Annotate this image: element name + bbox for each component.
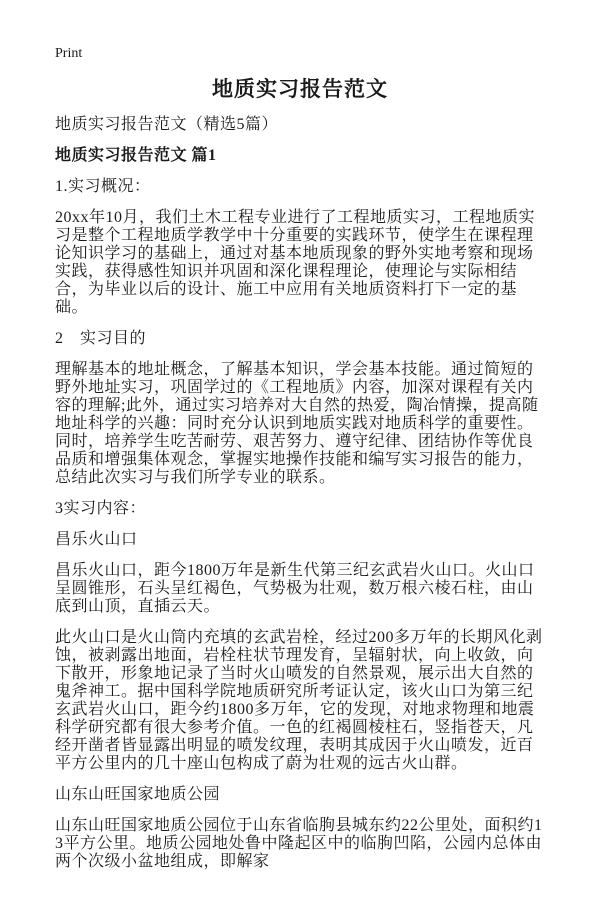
text-line: 显露出明显的喷发纹理，表明其成因于火山喷发，近百平方公里内的几十座山包构 bbox=[55, 737, 534, 772]
text-line: 理解基本的地址概念，了解基本知识，学会基本技能。通过简短的野外地址实习， bbox=[55, 361, 534, 396]
text-line: 山东山旺国家地质公园位于山东省临朐县城东约22公里处，面积约13平方公里。地 bbox=[55, 817, 543, 852]
text-line: 20xx年10月，我们土木工程专业进行了工程地质实习，工程地质实习是整个工程地 bbox=[55, 209, 536, 244]
text-line: 。 bbox=[71, 299, 89, 316]
paragraph-changle-1 bbox=[55, 562, 545, 616]
heading-changle-crater: 昌乐火山口 bbox=[55, 531, 138, 548]
text-line: 地面，岩栓柱状节理发育，呈辐射状，向上收敛，向下散开，形象地记录了当时火 bbox=[55, 647, 534, 682]
text-line: 习与我们所学专业的联系。 bbox=[137, 469, 336, 486]
text-line: ，该火山口为第三纪玄武岩火山口，距今约1800多万年，它的发现，对地求物理和 bbox=[55, 683, 534, 718]
text-line: 地震科学研究都有很大参考介值。一色的红褐圆棱柱石，竖指苍天，凡经开凿者皆 bbox=[55, 701, 535, 754]
heading-overview: 1.实习概况： bbox=[55, 178, 151, 195]
text-line: 对大自然的热爱，陶冶情操，提高随地址科学的兴趣：同时充分认识到地质实践对 bbox=[55, 397, 539, 432]
text-line: 理论与实际相结合，为毕业以后的设计、施工中应用有关地质资料打下一定的基础 bbox=[55, 263, 518, 316]
heading-shanwang-park: 山东山旺国家地质公园 bbox=[55, 786, 221, 803]
text-line: 昌乐火山口，距今1800万年是新生代第三纪玄武岩火山口。火山口呈圆锥形，石头 bbox=[55, 562, 535, 597]
text-line: 本地质现象的野外实地考察和现场实践，获得感性知识并巩固和深化课程理论，使 bbox=[55, 245, 534, 280]
paragraph-shanwang bbox=[55, 817, 545, 871]
subtitle: 地质实习报告范文（精选5篇） bbox=[55, 116, 279, 133]
text-line: 质学教学中十分重要的实践环节，使学生在课程理论知识学习的基础上，通过对基 bbox=[55, 227, 534, 262]
section-heading: 地质实习报告范文 篇1 bbox=[55, 147, 217, 164]
text-line: 优良品质和增强集体观念，掌握实地操作技能和编写实习报告的能力，总结此次实 bbox=[55, 433, 534, 486]
paragraph-changle-2 bbox=[55, 629, 545, 773]
text-line: 山喷发的自然景观，展示出大自然的鬼斧神工。据中国科学院地质研究所考证认定 bbox=[55, 665, 534, 700]
paragraph-overview bbox=[55, 209, 545, 317]
print-link[interactable]: Print bbox=[55, 46, 83, 61]
text-line: 质公园地处鲁中隆起区中的临朐凹陷，公园内总体由两个次级小盆地组成，即解家 bbox=[55, 835, 543, 870]
page-title: 地质实习报告范文 bbox=[212, 77, 388, 101]
heading-content: 3实习内容： bbox=[55, 500, 147, 517]
text-line: 地质科学的重要性。同时，培养学生吃苦耐劳、艰苦努力、遵守纪律、团结协作等 bbox=[55, 415, 534, 450]
text-line: 此火山口是火山筒内充填的玄武岩栓，经过200多万年的长期风化剥蚀，被剥露出 bbox=[55, 629, 543, 664]
heading-purpose: 2 实习目的 bbox=[55, 330, 147, 347]
text-line: 呈红褐色，气势极为壮观，数万根六棱石柱，由山底到山顶，直插云天。 bbox=[55, 580, 534, 615]
paragraph-purpose bbox=[55, 361, 545, 487]
text-line: 成了蔚为壮观的远古火山群。 bbox=[253, 755, 468, 772]
text-line: 巩固学过的《工程地质》内容，加深对课程有关内容的理解;此外，通过实习培养 bbox=[55, 379, 534, 414]
